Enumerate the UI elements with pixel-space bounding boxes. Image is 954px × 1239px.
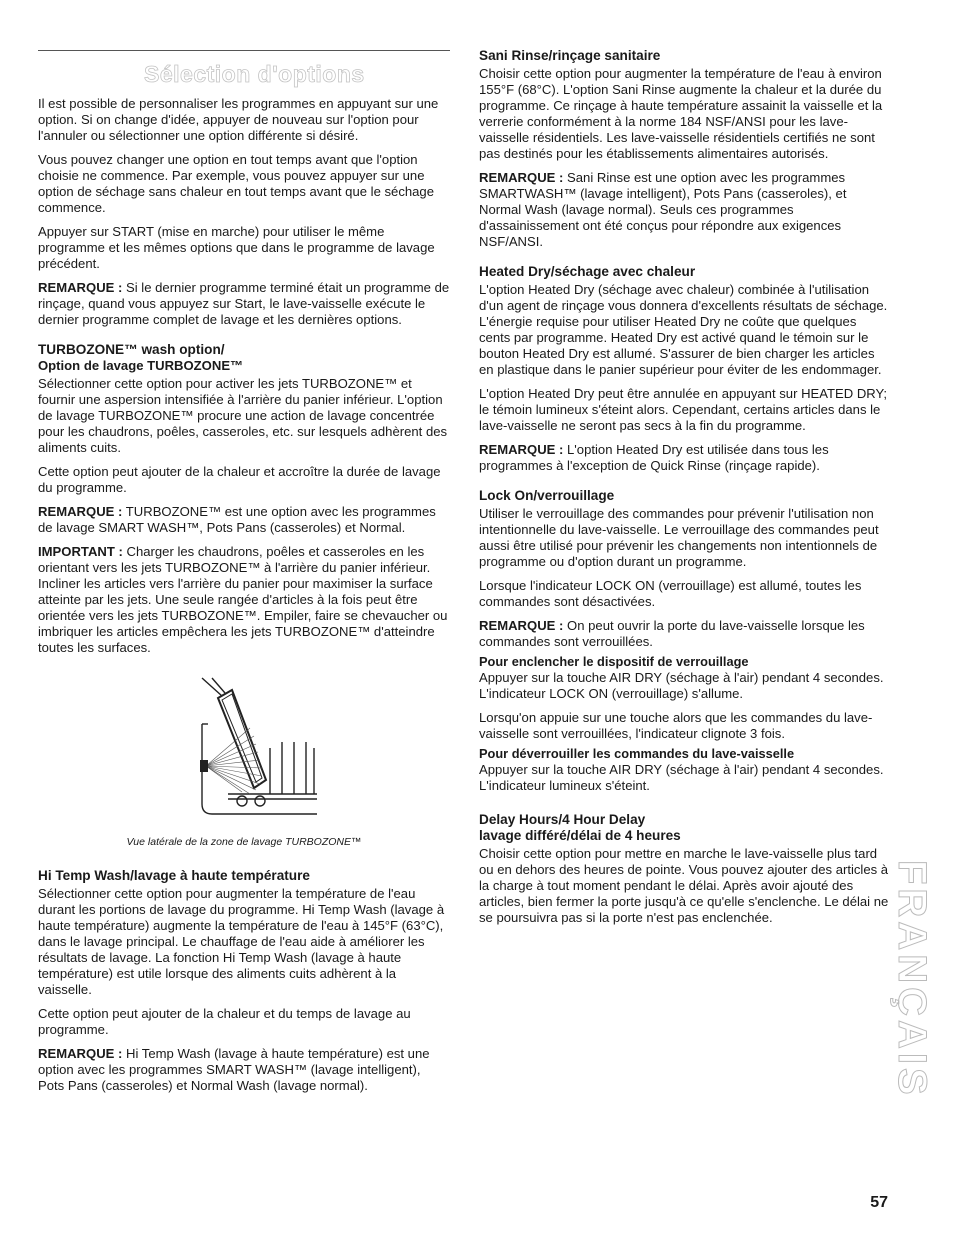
delay-heading-fr: lavage différé/délai de 4 heures [479,828,681,843]
heated-dry-note [479,442,891,474]
note-label: REMARQUE : [38,504,123,519]
lock-engage-heading: Pour enclencher le dispositif de verrouillage [479,654,749,669]
note-text: L'option Heated Dry est utilisée dans tous les programmes à l'exception de Quick Rinse (rinçage rapide). [479,442,829,473]
note-label: REMARQUE : [479,170,564,185]
hitemp-note [38,1046,450,1094]
turbozone-paragraph-1: Sélectionner cette option pour activer les jets TURBOZONE™ et fournir une aspersion intensifiée à l'arrière du panier inférieur. L'option de lavage TURBOZONE™ procure une action de lavage concentrée pour les chaudrons, poêles, casseroles, etc. sur lesquels adhèrent des aliments cuits. [38,376,448,455]
heated-dry-heading: Heated Dry/séchage avec chaleur [479,264,696,279]
figure-caption: Vue latérale de la zone de lavage TURBOZONE™ [126,836,362,848]
lock-engage-paragraph-2: Lorsqu'on appuie sur une touche alors que les commandes du lave-vaisselle sont verrouillées, l'indicateur clignote 3 fois. [479,710,873,741]
note-label: REMARQUE : [38,280,123,295]
note-label: REMARQUE : [479,618,564,633]
note-label: REMARQUE : [479,442,564,457]
turbozone-important [38,544,450,656]
lock-on-heading: Lock On/verrouillage [479,488,615,503]
lock-on-note [479,618,891,650]
delay-heading-en: Delay Hours/4 Hour Delay [479,812,646,827]
page-title: Sélection d'options [144,61,365,87]
lock-on-paragraph-2: Lorsque l'indicateur LOCK ON (verrouillage) est allumé, toutes les commandes sont désactivées. [479,578,862,609]
dishwasher-rack-illustration [198,676,363,826]
hitemp-paragraph-1: Sélectionner cette option pour augmenter la température de l'eau durant les portions de lavage du programme. Hi Temp Wash (lavage à haute température) augmente la température de l'eau à 145°F (63°C), dans le lavage principal. Le chauffage de l'eau aide à améliorer les résultats de lavage. La fonction Hi Temp Wash (lavage à haute température) est utile lorsque des aliments cuits adhèrent à la vaisselle. [38,886,445,997]
heated-dry-paragraph-1: L'option Heated Dry (séchage avec chaleur) combinée à l'utilisation d'un agent de rinçage vous donnera d'excellents résultats de séchage. L'énergie requise pour utiliser Heated Dry ne coûte que quelques cents par programme. Heated Dry est activé quand le témoin sur le bouton Heated Dry est allumé. S'assurer de bien charger les articles en plastique dans le panier supérieur pour éviter de les endommager. [479,282,888,377]
note-text: Hi Temp Wash (lavage à haute température) est une option avec les programmes SMART WASH™ (lavage intelligent), Pots Pans (casseroles) et Normal Wash (lavage normal). [38,1046,430,1093]
intro-note [38,280,450,328]
lock-engage-paragraph-1: Appuyer sur la touche AIR DRY (séchage à l'air) pendant 4 secondes. L'indicateur LOCK ON (verrouillage) s'allume. [479,670,884,701]
important-label: IMPORTANT : [38,544,123,559]
sani-rinse-paragraph: Choisir cette option pour augmenter la température de l'eau à environ 155°F (68°C). L'option Sani Rinse augmente la chaleur et la durée du programme. Ce rinçage à haute température assainit la vaisselle et la verrerie conformément à la norme 184 NSF/ANSI pour les lave-vaisselle résidentiels. Les lave-vaisselle résidentiels certifiés ne sont pas destinés pour les établissements alimentaires autorisés. [479,66,883,161]
lock-on-paragraph-1: Utiliser le verrouillage des commandes pour prévenir l'utilisation non intentionnelle du lave-vaisselle. Le verrouillage des commandes peut aussi être utilisé pour prévenir les changements non intentionnels de programme ou d'option durant un programme. [479,506,879,569]
note-text: On peut ouvrir la porte du lave-vaisselle lorsque les commandes sont verrouillées. [479,618,865,649]
turbozone-heading-fr: Option de lavage TURBOZONE™ [38,358,244,373]
intro-paragraph-2: Vous pouvez changer une option en tout temps avant que l'option choisie ne commence. Par exemple, vous pouvez appuyer sur une option de séchage sans chaleur en tout temps avant que le séchage commence. [38,152,434,215]
note-text: TURBOZONE™ est une option avec les programmes de lavage SMART WASH™, Pots Pans (casseroles) et Normal. [38,504,436,535]
hitemp-heading: Hi Temp Wash/lavage à haute température [38,868,310,883]
lock-unlock-heading: Pour déverrouiller les commandes du lave-vaisselle [479,746,795,761]
sani-rinse-note [479,170,891,250]
note-text: Si le dernier programme terminé était un programme de rinçage, quand vous appuyez sur Start, le lave-vaisselle exécute le dernier programme complet de lavage et les dernières options. [38,280,450,327]
language-side-tab: FRANÇAIS [890,860,934,1099]
delay-paragraph: Choisir cette option pour mettre en marche le lave-vaisselle plus tard ou en dehors des heures de pointe. Vous pouvez ajouter des articles à la charge à tout moment pendant le délai. Après avoir ajouté des articles, bien fermer la porte jusqu'à ce qu'elle s'enclenche. Le délai ne se poursuivra pas si la porte n'est pas enclenchée. [479,846,889,925]
intro-paragraph-1: Il est possible de personnaliser les programmes en appuyant sur une option. Si on change d'idée, appuyer de nouveau sur l'option pour l'annuler ou sélectionner une option différente si désiré. [38,96,439,143]
sani-rinse-heading: Sani Rinse/rinçage sanitaire [479,48,661,63]
title-rule [38,50,450,51]
page-number: 57 [870,1194,888,1211]
heated-dry-paragraph-2: L'option Heated Dry peut être annulée en appuyant sur HEATED DRY; le témoin lumineux s'éteint alors. Cependant, certains articles dans le lave-vaisselle ne seront pas secs à la fin du programme. [479,386,888,433]
turbozone-paragraph-2: Cette option peut ajouter de la chaleur et accroître la durée de lavage du programme. [38,464,441,495]
turbozone-figure [38,676,450,826]
important-text: Charger les chaudrons, poêles et casseroles en les orientant vers les jets TURBOZONE™ à l'arrière du panier inférieur. Incliner les articles vers l'arrière du panier pour maximiser la surface atteinte par les jets. Une seule rangée d'articles à la fois peut être orientée vers les jets TURBOZONE™. Empiler, faire se chevaucher ou imbriquer les articles empêchera les jets TURBOZONE™ d'atteindre toutes les surfaces. [38,544,448,655]
left-column [38,42,450,1102]
turbozone-heading-en: TURBOZONE™ wash option/ [38,342,225,357]
hitemp-paragraph-2: Cette option peut ajouter de la chaleur et du temps de lavage au programme. [38,1006,411,1037]
lock-unlock-paragraph: Appuyer sur la touche AIR DRY (séchage à l'air) pendant 4 secondes. L'indicateur lumineux s'éteint. [479,762,884,793]
note-label: REMARQUE : [38,1046,123,1061]
intro-paragraph-3: Appuyer sur START (mise en marche) pour utiliser le même programme et les mêmes options que dans le programme de lavage précédent. [38,224,435,271]
note-text: Sani Rinse est une option avec les programmes SMARTWASH™ (lavage intelligent), Pots Pans (casseroles), et Normal Wash (lavage normal). Seuls ces programmes d'assainissement ont été conçus pour répondre aux exigences NSF/ANSI. [479,170,847,249]
right-column [479,48,891,934]
turbozone-note [38,504,450,536]
